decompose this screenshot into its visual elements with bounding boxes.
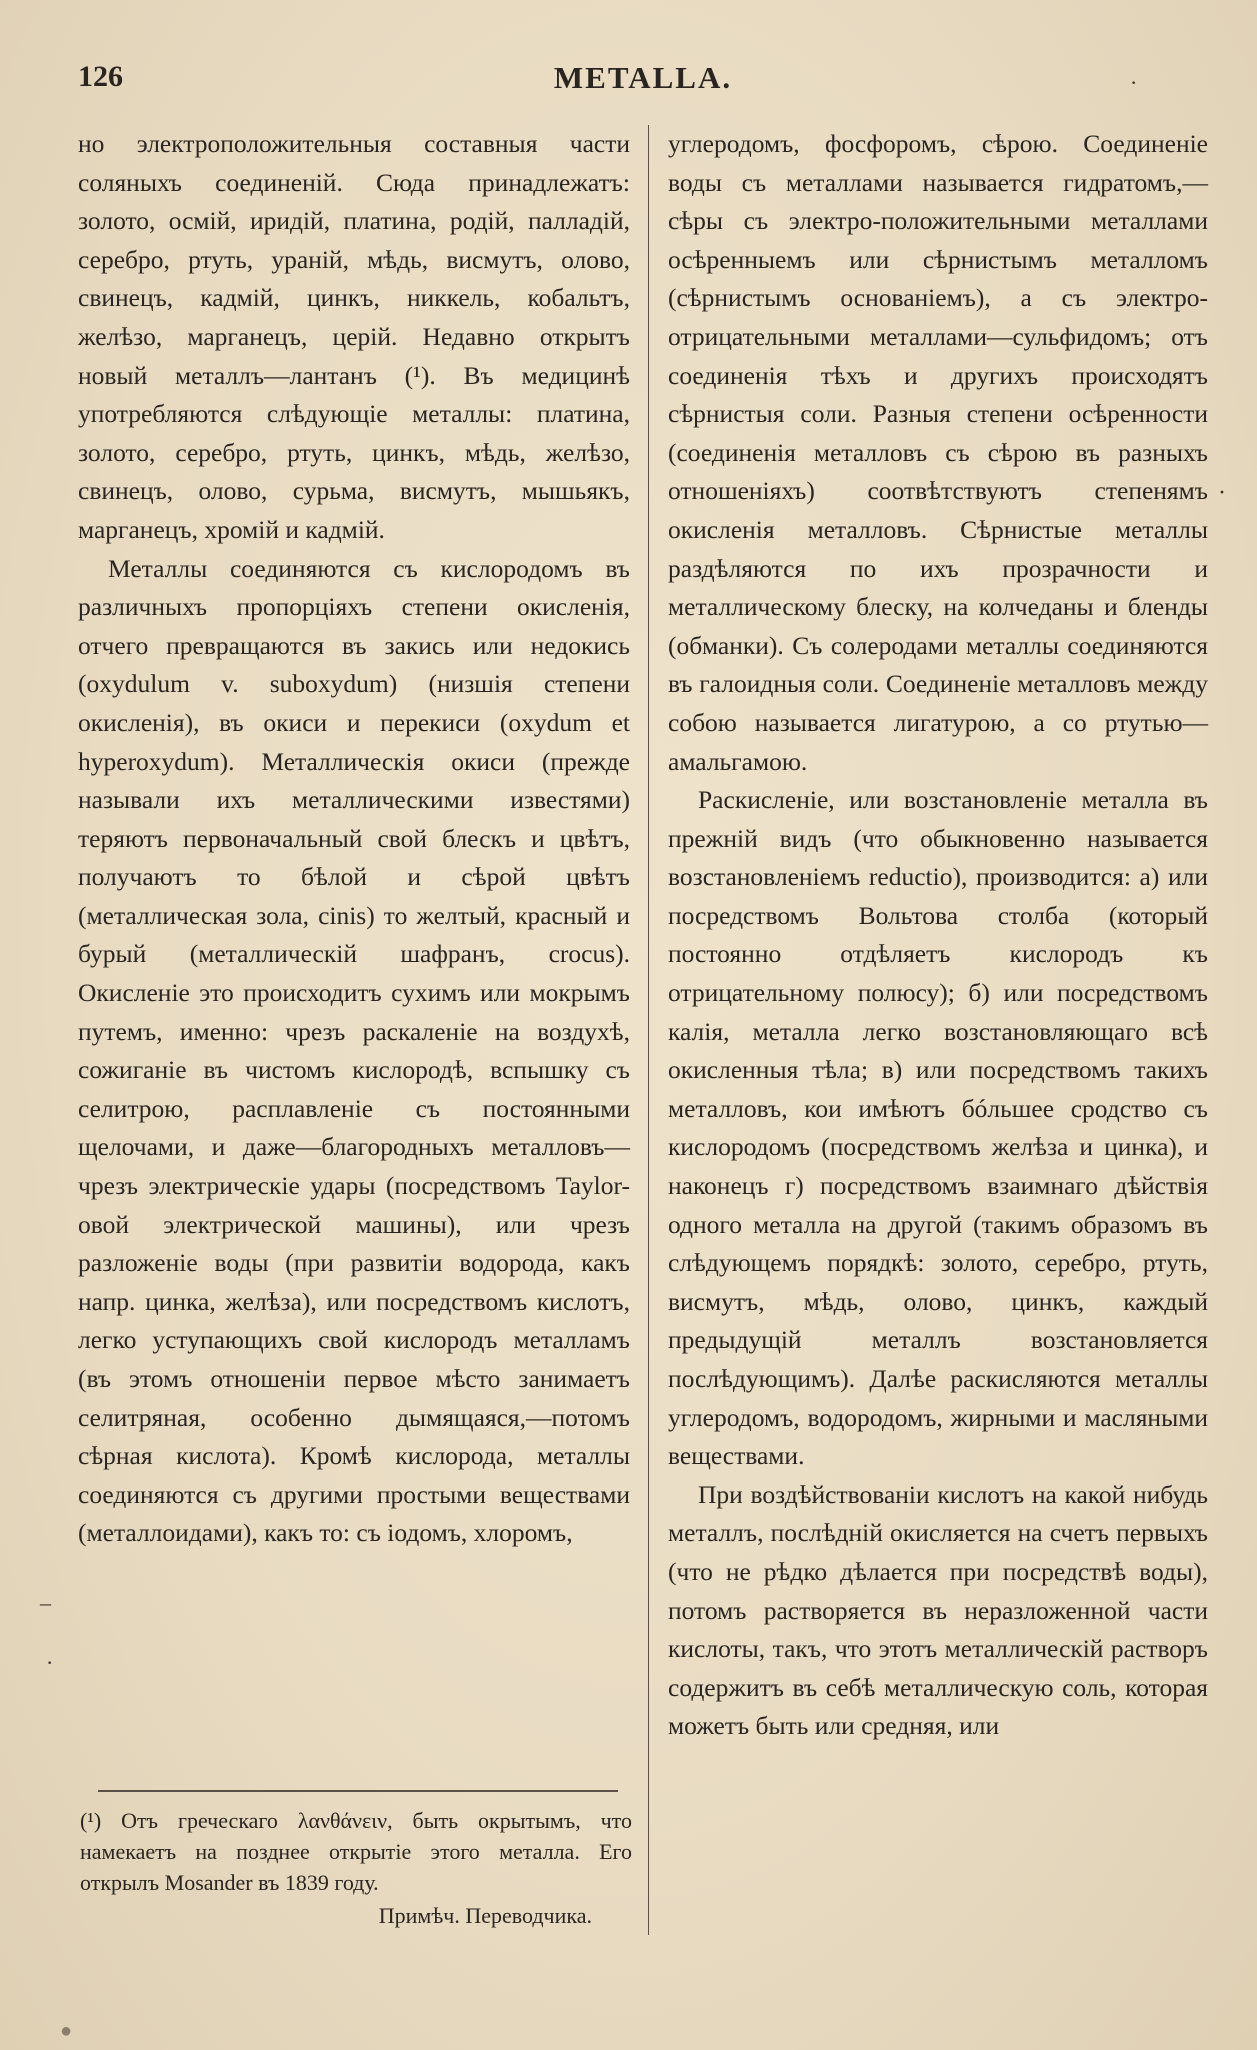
page-number: 126	[78, 60, 123, 93]
footnote-signature: Примѣч. Переводчика.	[378, 1903, 592, 1928]
margin-tick: ·	[1218, 480, 1226, 506]
right-column	[668, 125, 1208, 1746]
page-header	[78, 60, 1208, 110]
right-paragraph-3: При воздѣйствованiи кислотъ на какой нибудь металлъ, послѣднiй окисляется на счетъ первыхъ (что не рѣдко дѣлается при посредствѣ воды), потомъ растворяется въ неразложенной части кислоты, такъ, что этотъ металлическiй растворъ содержитъ въ себѣ металлическую соль, которая можетъ быть или средняя, или	[668, 1479, 1208, 1741]
column-divider	[648, 125, 649, 1935]
corner-speck: ●	[60, 2020, 73, 2042]
footnote-text: (¹) Отъ греческаго λανθάνειν, быть окрытымъ, что намекаетъ на позднее открытiе этого металла. Его открылъ Mosander въ 1839 году.	[80, 1808, 632, 1895]
margin-dash: –	[40, 1590, 51, 1615]
right-paragraph-1: углеродомъ, фосфоромъ, сѣрою. Соединенiе воды съ металлами называется гидратомъ,—сѣры съ электро-положительными металлами осѣренныемъ или сѣрнистымъ металломъ (сѣрнистымъ основанiемъ), а съ электро-отрицательными металлами—сульфидомъ; отъ соединенiя тѣхъ и другихъ происходятъ сѣрнистыя соли. Разныя степени осѣренности (соединенiя металловъ съ сѣрою въ разныхъ отношенiяхъ) соотвѣтствуютъ степенямъ окисленiя металловъ. Сѣрнистые металлы раздѣляются по ихъ прозрачности и металлическому блеску, на колчеданы и бленды (обманки). Съ солеродами металлы соединяются въ галоидныя соли. Соединенiе металловъ между собою называется лигатурою, а со ртутью—амальгамою.	[668, 129, 1208, 776]
left-column	[78, 125, 630, 1553]
right-paragraph-2: Раскисленiе, или возстановленiе металла въ прежнiй видъ (что обыкновенно называется возстановленiемъ reductio), производится: а) или посредствомъ Вольтова столба (который постоянно отдѣляетъ кислородъ къ отрицательному полюсу); б) или посредствомъ калiя, металла легко возстановляющаго всѣ окисленныя тѣла; в) или посредствомъ такихъ металловъ, кои имѣютъ бóльшее сродство съ кислородомъ (посредствомъ желѣза и цинка), и наконецъ г) посредствомъ взаимнаго дѣйствiя одного металла на другой (такимъ образомъ въ слѣдующемъ порядкѣ: золото, серебро, ртуть, висмутъ, мѣдь, олово, цинкъ, каждый предыдущiй металлъ возстановляется послѣдующимъ). Далѣе раскисляются металлы углеродомъ, водородомъ, жирными и масляными веществами.	[668, 785, 1208, 1471]
left-paragraph-2: Металлы соединяются съ кислородомъ въ различныхъ пропорцiяхъ степени окисленiя, отчего превращаются въ закись или недокись (oxydulum v. suboxydum) (низшiя степени окисленiя), въ окиси и перекиси (oxydum et hyperoxydum). Металлическiя окиси (прежде называли ихъ металлическими известями) теряютъ первоначальный свой блескъ и цвѣтъ, получаютъ то бѣлой и сѣрой цвѣтъ (металлическая зола, cinis) то желтый, красный и бурый (металлическiй шафранъ, crocus). Окисленiе это происходитъ сухимъ или мокрымъ путемъ, именно: чрезъ раскаленiе на воздухѣ, сожиганiе въ чистомъ кислородѣ, вспышку съ селитрою, расплавленiе съ постоянными щелочами, и даже—благородныхъ металловъ—чрезъ электрическiе удары (посредствомъ Taylor-овой электрической машины), или чрезъ разложенiе воды (при развитiи водорода, какъ напр. цинка, желѣза), или посредствомъ кислотъ, легко уступающихъ свой кислородъ металламъ (въ этомъ отношенiи первое мѣсто занимаетъ селитряная, особенно дымящаяся,—потомъ сѣрная кислота). Кромѣ кислорода, металлы соединяются съ другими простыми веществами (металлоидами), какъ то: съ iодомъ, хлоромъ,	[78, 553, 630, 1548]
running-title: METALLA.	[553, 60, 733, 95]
left-paragraph-1: но электроположительныя составныя части соляныхъ соединенiй. Сюда принадлежатъ: золото, осмiй, иридiй, платина, родiй, палладiй, серебро, ртуть, уранiй, мѣдь, висмутъ, олово, свинецъ, кадмiй, цинкъ, никкель, кобальтъ, желѣзо, марганецъ, церiй. Недавно открытъ новый металлъ—лантанъ (¹). Въ медицинѣ употребляются слѣдующiе металлы: платина, золото, серебро, ртуть, цинкъ, мѣдь, желѣзо, свинецъ, олово, сурьма, висмутъ, мышьякъ, марганецъ, хромiй и кадмiй.	[78, 129, 630, 544]
footnote	[80, 1805, 632, 1931]
margin-dot: ·	[46, 1650, 54, 1675]
footnote-rule	[98, 1790, 618, 1792]
margin-speck: ·	[1130, 70, 1138, 95]
